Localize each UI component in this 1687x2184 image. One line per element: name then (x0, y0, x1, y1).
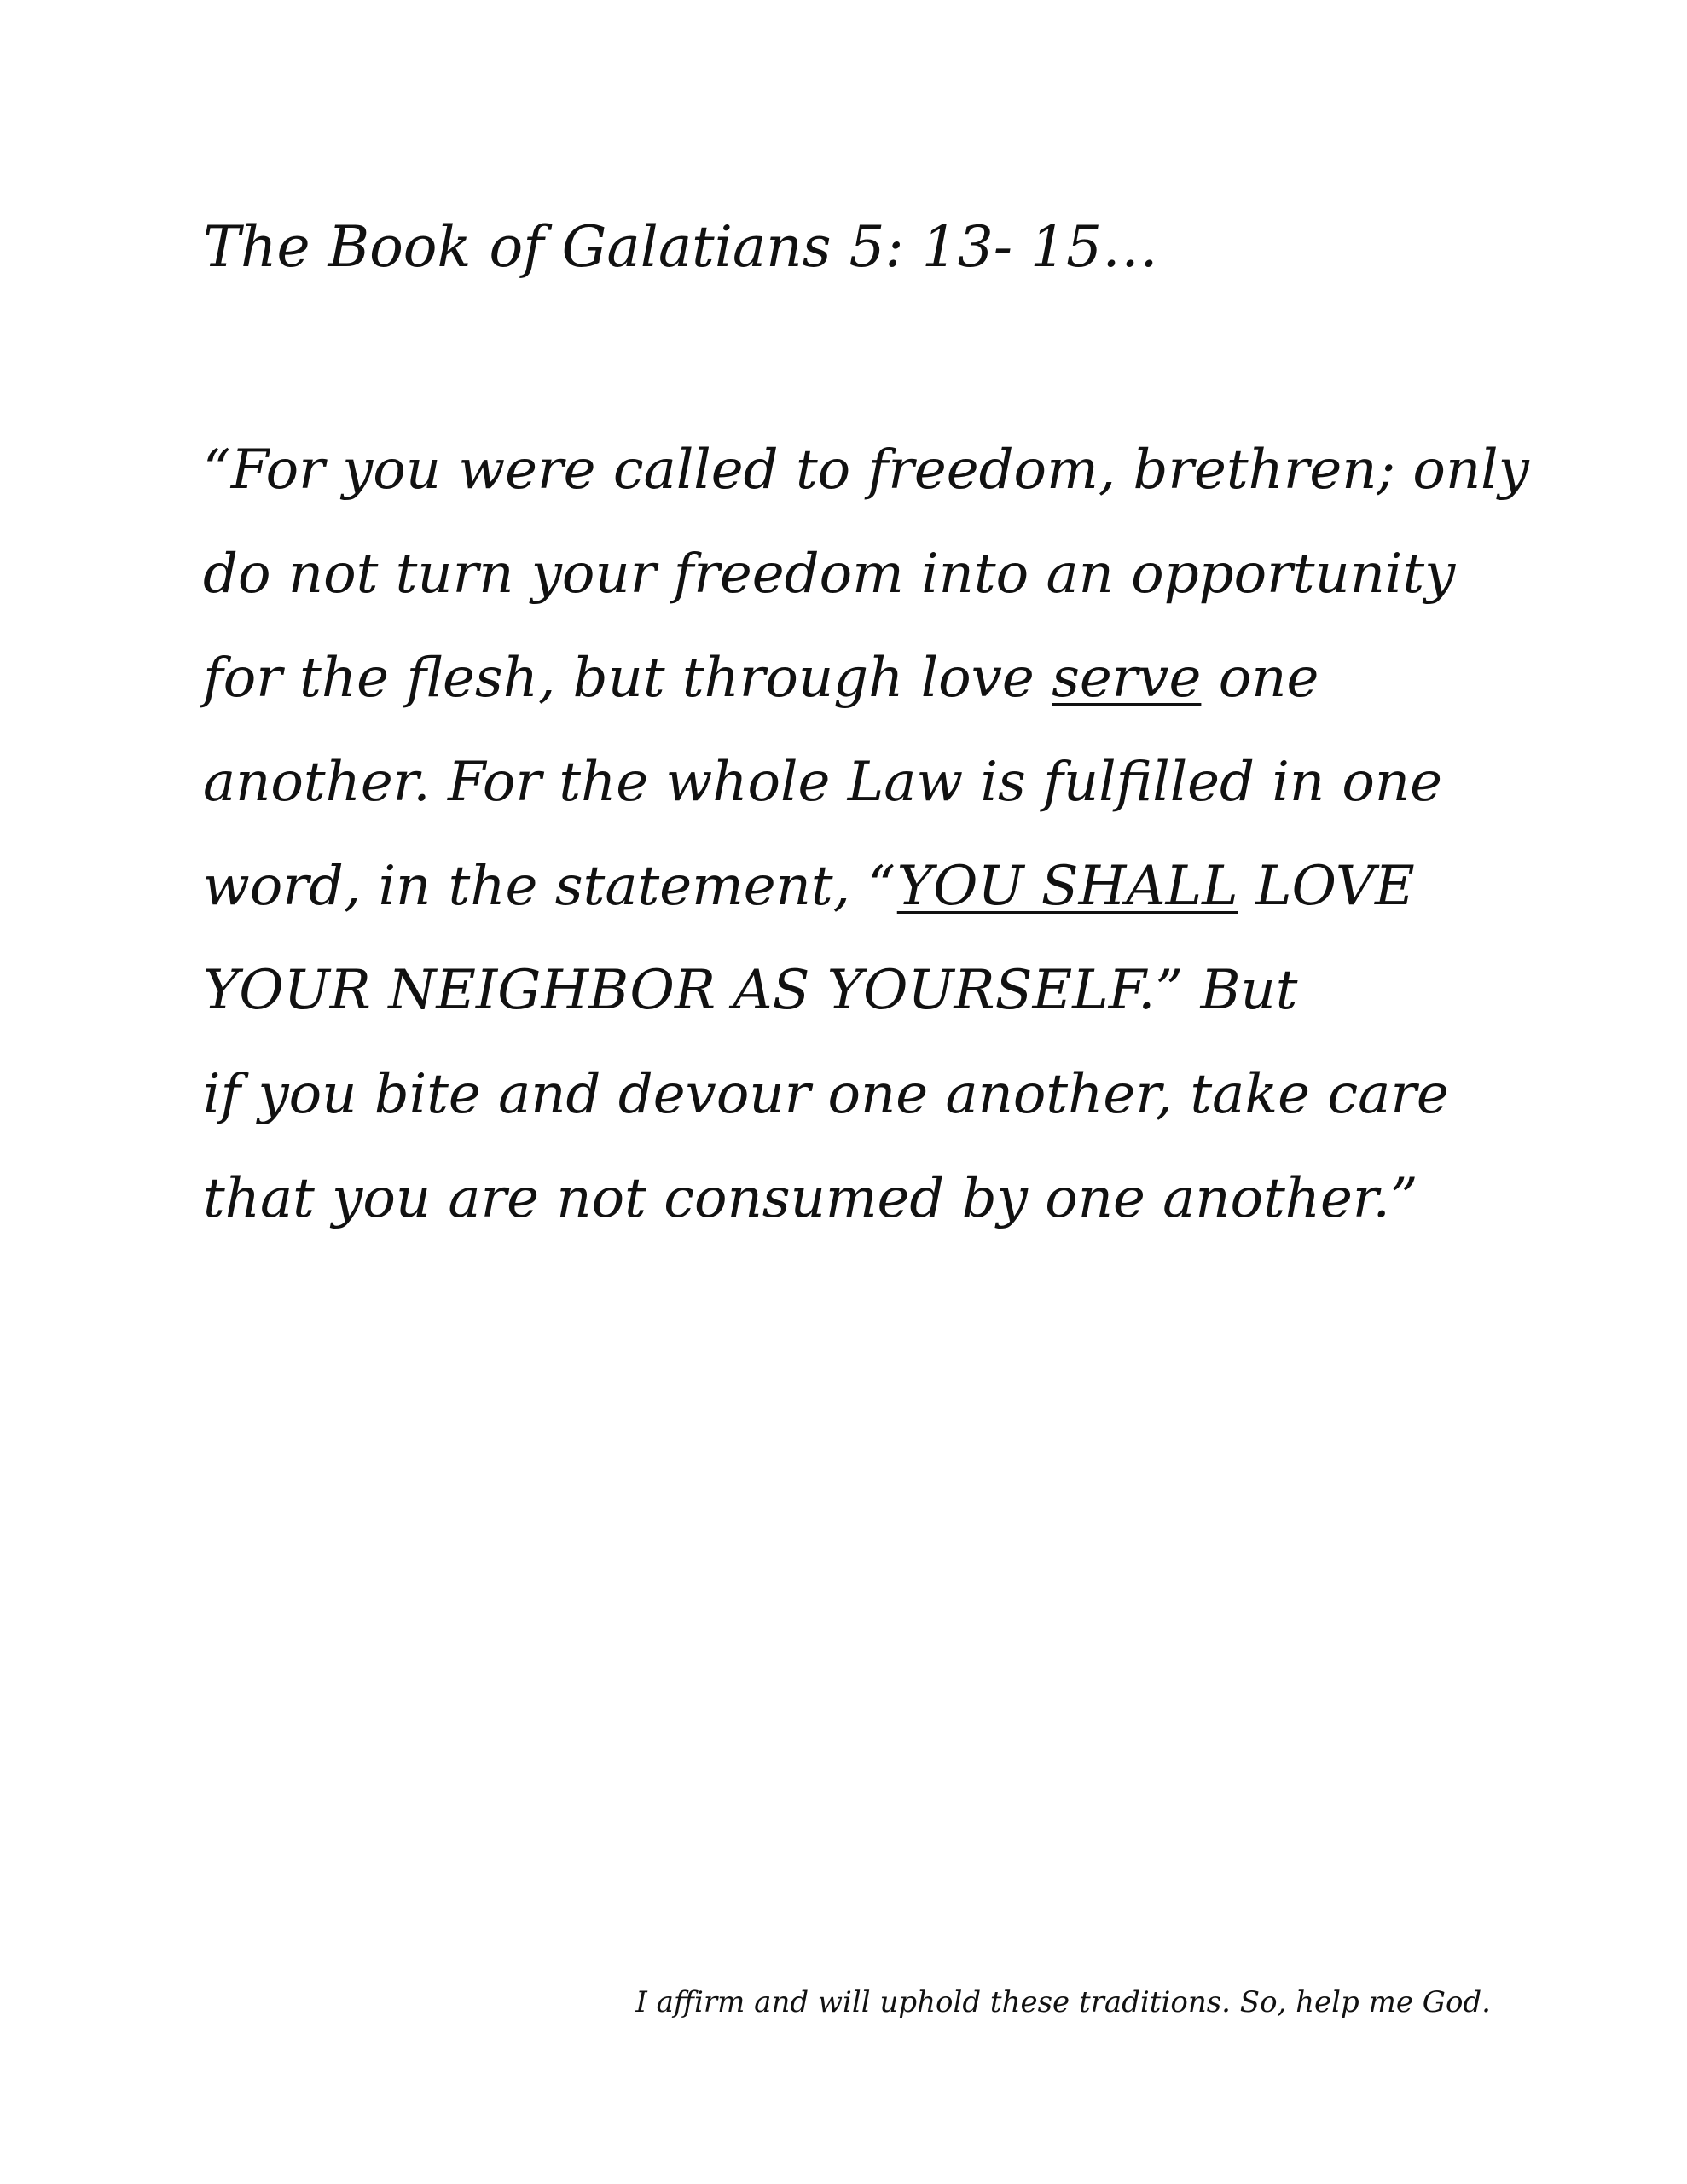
verse-line-1: “For you were called to freedom, brethren; only (203, 439, 1529, 502)
verse-line-3-start: for the flesh, but through love (203, 647, 1052, 710)
verse-line-3-end: one (1201, 647, 1319, 710)
verse-line-5-start: word, in the statement, “ (203, 855, 897, 918)
verse-line-2: do not turn your freedom into an opportunity (203, 543, 1456, 606)
underlined-word-serve: serve (1052, 647, 1202, 710)
verse-line-3 (203, 626, 1533, 730)
verse-line-5-end: LOVE (1238, 855, 1415, 918)
affirmation-footer: I affirm and will uphold these traditions. So, help me God. (635, 1985, 1491, 2019)
verse-line-5 (203, 834, 1533, 938)
verse-line-7: if you bite and devour one another, take care (203, 1063, 1449, 1126)
verse-line-6: YOUR NEIGHBOR AS YOURSELF.” But (203, 959, 1298, 1022)
verse-line-8: that you are not consumed by one another.” (203, 1167, 1418, 1230)
scripture-quote (203, 418, 1533, 1251)
underlined-phrase-you-shall: YOU SHALL (896, 855, 1238, 918)
verse-line-4: another. For the whole Law is fulfilled in one (203, 751, 1442, 814)
page-title: The Book of Galatians 5: 13- 15… (203, 214, 1158, 280)
